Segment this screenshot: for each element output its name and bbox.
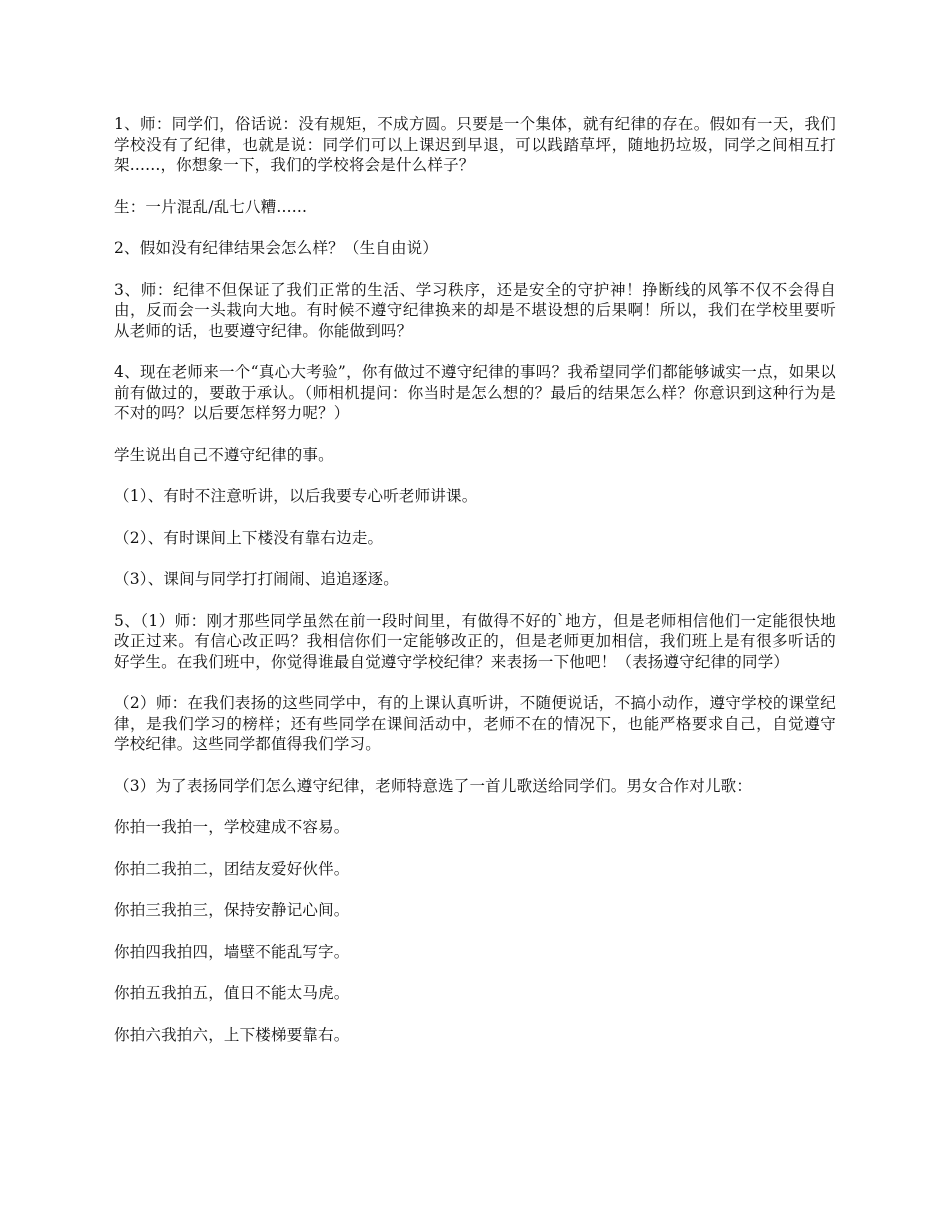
paragraph-5-2: （2）师：在我们表扬的这些同学中，有的上课认真听讲，不随便说话，不搞小动作，遵守学校的课堂纪律，是我们学习的榜样；还有些同学在课间活动中，老师不在的情况下，也能严格要求自己，自觉遵守学校纪律。这些同学都值得我们学习。	[114, 694, 836, 753]
list-item-1: （1）、有时不注意听讲，以后我要专心听老师讲课。	[114, 487, 478, 505]
rhyme-line-1: 你拍一我拍一，学校建成不容易。	[114, 818, 350, 836]
list-item-3: （3）、课间与同学打打闹闹、追追逐逐。	[114, 570, 399, 588]
document-body	[114, 114, 836, 1066]
rhyme-line-2: 你拍二我拍二，团结友爱好伙伴。	[114, 859, 350, 878]
paragraph-2: 2、假如没有纪律结果会怎么样？（生自由说）	[114, 239, 439, 257]
paragraph-5-3: （3）为了表扬同学们怎么遵守纪律，老师特意选了一首儿歌送给同学们。男女合作对儿歌：	[114, 776, 753, 795]
rhyme-line-3: 你拍三我拍三，保持安静记心间。	[114, 901, 350, 919]
rhyme-line-5: 你拍五我拍五，值日不能太马虎。	[114, 984, 350, 1002]
paragraph-3: 3、师：纪律不但保证了我们正常的生活、学习秩序，还是安全的守护神！挣断线的风筝不仅不会得自由，反而会一头栽向大地。有时候不遵守纪律换来的却是不堪设想的后果啊！所以，我们在学校里要听从老师的话，也要遵守纪律。你能做到吗？	[114, 280, 836, 340]
paragraph-4: 4、现在老师来一个“真心大考验”，你有做过不遵守纪律的事吗？我希望同学们都能够诚实一点，如果以前有做过的，要敢于承认。（师相机提问：你当时是怎么想的？最后的结果怎么样？你意识到这种行为是不对的吗？以后要怎样努力呢？）	[114, 363, 836, 422]
rhyme-line-4: 你拍四我拍四，墙壁不能乱写字。	[114, 942, 350, 961]
student-intro: 学生说出自己不遵守纪律的事。	[114, 445, 334, 464]
paragraph-5-1: 5、（1）师：刚才那些同学虽然在前一段时间里，有做得不好的`地方，但是老师相信他们一定能很快地改正过来。有信心改正吗？我相信你们一定能够改正的，但是老师更加相信，我们班上是有很多听话的好学生。在我们班中，你觉得谁最自觉遵守学校纪律？来表扬一下他吧！（表扬遵守纪律的同学）	[114, 611, 836, 671]
student-response: 生：一片混乱/乱七八糟......	[114, 197, 308, 216]
paragraph-1: 1、师：同学们，俗话说：没有规矩，不成方圆。只要是一个集体，就有纪律的存在。假如有一天，我们学校没有了纪律，也就是说：同学们可以上课迟到早退，可以践踏草坪，随地扔垃圾，同学之间相互打架......，你想象一下，我们的学校将会是什么样子？	[114, 115, 836, 174]
list-item-2: （2）、有时课间上下楼没有靠右边走。	[114, 528, 384, 547]
rhyme-line-6: 你拍六我拍六，上下楼梯要靠右。	[114, 1025, 350, 1044]
